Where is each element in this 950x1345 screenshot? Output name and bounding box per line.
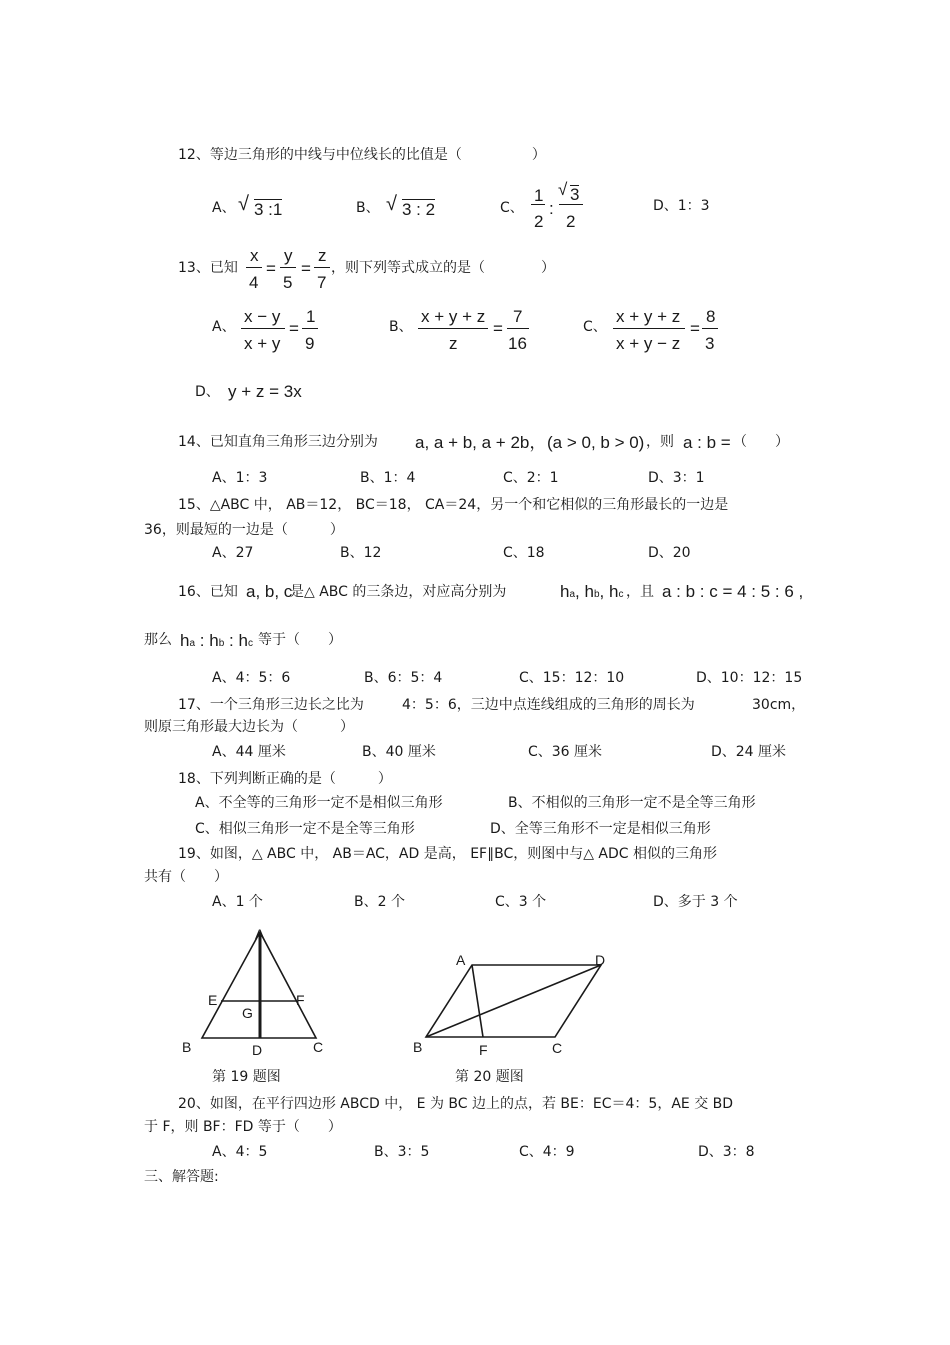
q14-ratio: a : b = xyxy=(683,433,731,452)
q18-option-b: B、不相似的三角形一定不是全等三角形 xyxy=(508,795,756,811)
q12-c-colon: : xyxy=(549,199,554,218)
q13-b-rbar xyxy=(507,328,529,329)
q12-b-radical-icon: √ xyxy=(386,193,397,215)
fig20-label-f: F xyxy=(479,1042,488,1058)
fig19-label-b: B xyxy=(182,1039,192,1055)
q13-prefix: 13、已知 xyxy=(178,260,238,276)
q15-option-b: B、12 xyxy=(340,545,382,561)
q16-h-c: h xyxy=(609,582,619,601)
q20-line2: 于 F，则 BF：FD 等于（ ） xyxy=(144,1119,342,1135)
q13-c-den: x + y − z xyxy=(616,334,681,353)
q17-option-c: C、36 厘米 xyxy=(528,744,603,760)
q12-option-a-expr: 3 :1 xyxy=(254,200,283,219)
q13-option-d-label: D、 xyxy=(195,384,220,400)
q13-option-c-label: C、 xyxy=(583,319,607,335)
q12-c-den2: 2 xyxy=(566,212,576,231)
q13-b-eq: = xyxy=(493,319,503,338)
q16-option-c: C、15：12：10 xyxy=(519,670,625,686)
q16-option-b: B、6：5：4 xyxy=(364,670,443,686)
fig20-label-a: A xyxy=(456,952,466,968)
figure-20-caption: 第 20 题图 xyxy=(455,1069,524,1085)
q13-a-rbar xyxy=(302,328,318,329)
figure-19-caption: 第 19 题图 xyxy=(212,1069,281,1085)
fig19-label-e: E xyxy=(208,992,218,1008)
q16-comma-1: , xyxy=(575,582,580,601)
q15-option-a: A、27 xyxy=(212,545,254,561)
q17-line1b: 4：5：6，三边中点连线组成的三角形的周长为 xyxy=(402,697,695,713)
q13-option-a-label: A、 xyxy=(212,319,236,335)
q13-a-rden: 9 xyxy=(305,334,315,353)
q20-line1: 20、如图，在平行四边形 ABCD 中， E 为 BC 边上的点，若 BE：EC＝4：5，AE 交 BD xyxy=(178,1096,734,1112)
q13-f2-num: y xyxy=(284,246,293,265)
q16-comma-2: , xyxy=(599,582,605,601)
q16-prefix: 16、已知 xyxy=(178,584,238,600)
q13-b-bar xyxy=(418,328,488,329)
q16-heights xyxy=(560,583,623,600)
q16-h-b-sub: b xyxy=(593,589,600,600)
q16-h-a-sub: a xyxy=(569,589,576,600)
q13-f2-bar xyxy=(280,267,296,268)
q16-r-h-a-sub: a xyxy=(189,638,196,649)
q13-suffix: ，则下列等式成立的是（ ） xyxy=(331,260,555,276)
q15-option-d: D、20 xyxy=(648,545,691,561)
q12-option-b-label: B、 xyxy=(356,200,380,216)
q20-option-c: C、4：9 xyxy=(519,1144,575,1160)
q16-ratio: a : b : c = 4 : 5 : 6 , xyxy=(662,582,804,601)
q13-b-rden: 16 xyxy=(508,334,527,353)
q14-condition: (a > 0, b > 0) xyxy=(547,433,645,452)
q16-mid: 是△ ABC 的三条边，对应高分别为 xyxy=(290,584,507,600)
q16-r-h-b: h xyxy=(209,631,219,650)
q12-c-num1: 1 xyxy=(534,186,544,205)
q13-b-den: z xyxy=(449,334,458,353)
q16-height-ratio xyxy=(180,632,253,649)
q13-a-den: x + y xyxy=(244,334,281,353)
q19-line2: 共有（ ） xyxy=(144,869,228,885)
q19-option-a: A、1 个 xyxy=(212,894,263,910)
q13-a-num: x − y xyxy=(244,307,281,326)
q12-option-d: D、1：3 xyxy=(653,198,710,214)
q16-r-h-a: h xyxy=(180,631,190,650)
q19-option-c: C、3 个 xyxy=(495,894,547,910)
q12-a-radical-icon: √ xyxy=(238,193,249,215)
fig19-label-f: F xyxy=(296,992,305,1008)
q13-f3-num: z xyxy=(318,246,327,265)
q12-stem: 12、等边三角形的中线与中位线长的比值是（ ） xyxy=(178,147,546,163)
q13-eq1: = xyxy=(266,259,276,278)
q17-line1c: 30cm， xyxy=(752,697,806,713)
q19-line1: 19、如图，△ ABC 中， AB＝AC，AD 是高， EF∥BC，则图中与△ ADC 相似的三角形 xyxy=(178,846,718,862)
figure-20-parallelogram xyxy=(405,945,625,1060)
q16-r-h-c-sub: c xyxy=(247,638,253,649)
fig20-label-b: B xyxy=(413,1039,423,1055)
q14-option-d: D、3：1 xyxy=(648,470,705,486)
q16-r-h-b-sub: b xyxy=(218,638,225,649)
q17-option-d: D、24 厘米 xyxy=(711,744,787,760)
q12-option-c-label: C、 xyxy=(500,200,524,216)
q14-paren: （ ） xyxy=(733,434,789,450)
q12-c-radical-icon: √ xyxy=(558,180,568,199)
q13-c-rden: 3 xyxy=(705,334,715,353)
figure-19-isosceles-triangle xyxy=(170,918,350,1063)
q17-option-a: A、44 厘米 xyxy=(212,744,286,760)
q16-h-c-sub: c xyxy=(618,589,624,600)
fig19-label-c: C xyxy=(313,1039,324,1055)
q18-stem: 18、下列判断正确的是（ ） xyxy=(178,771,392,787)
q14-option-c: C、2：1 xyxy=(503,470,559,486)
q13-c-num: x + y + z xyxy=(616,307,681,326)
fig19-label-a: A xyxy=(255,926,265,942)
q17-option-b: B、40 厘米 xyxy=(362,744,436,760)
q13-f3-den: 7 xyxy=(317,273,327,292)
q19-option-b: B、2 个 xyxy=(354,894,405,910)
q13-a-rnum: 1 xyxy=(306,307,316,326)
q13-f1-num: x xyxy=(250,246,259,265)
q12-c-fraction-bar-2 xyxy=(559,204,583,205)
q16-r-h-c: h xyxy=(238,631,248,650)
q16-line2-suffix: 等于（ ） xyxy=(258,632,342,648)
q18-option-d: D、全等三角形不一定是相似三角形 xyxy=(490,821,711,837)
q13-f2-den: 5 xyxy=(283,273,293,292)
q13-c-rbar xyxy=(702,328,718,329)
q19-option-d: D、多于 3 个 xyxy=(653,894,738,910)
q13-option-b-label: B、 xyxy=(389,319,413,335)
fig20-label-d: D xyxy=(595,952,606,968)
q13-c-rnum: 8 xyxy=(706,307,716,326)
q13-a-eq: = xyxy=(289,319,299,338)
q13-f1-bar xyxy=(246,267,262,268)
q15-line1: 15、△ABC 中， AB＝12， BC＝18， CA＝24，另一个和它相似的三角形最长的一边是 xyxy=(178,497,729,513)
q13-f3-bar xyxy=(314,267,330,268)
q13-f1-den: 4 xyxy=(249,273,259,292)
q13-c-eq: = xyxy=(690,319,700,338)
q15-option-c: C、18 xyxy=(503,545,545,561)
q17-line2: 则原三角形最大边长为（ ） xyxy=(144,719,354,735)
q16-and: ，且 xyxy=(626,584,654,600)
q14-suffix: ，则 xyxy=(646,434,674,450)
q16-h-b: h xyxy=(584,582,594,601)
q20-option-a: A、4：5 xyxy=(212,1144,268,1160)
q13-eq2: = xyxy=(301,259,311,278)
q13-a-bar xyxy=(241,328,285,329)
fig19-label-g: G xyxy=(242,1005,253,1021)
q13-b-rnum: 7 xyxy=(513,307,523,326)
q18-option-a: A、不全等的三角形一定不是相似三角形 xyxy=(195,795,443,811)
q20-option-b: B、3：5 xyxy=(374,1144,430,1160)
q13-b-num: x + y + z xyxy=(421,307,486,326)
q16-r-colon-2: : xyxy=(229,631,234,650)
segment-ae xyxy=(472,965,483,1037)
q12-c-num2: 3 xyxy=(570,185,580,204)
fig19-label-d: D xyxy=(252,1042,263,1058)
q12-option-b-expr: 3 : 2 xyxy=(402,200,436,219)
q20-option-d: D、3：8 xyxy=(698,1144,755,1160)
q12-c-fraction-bar-1 xyxy=(531,204,545,205)
q16-line2-prefix: 那么 xyxy=(144,632,172,648)
diagonal-bd xyxy=(426,965,601,1037)
fig20-label-c: C xyxy=(552,1040,563,1056)
q12-option-a-label: A、 xyxy=(212,200,236,216)
q18-option-c: C、相似三角形一定不是全等三角形 xyxy=(195,821,415,837)
q12-c-den1: 2 xyxy=(534,212,544,231)
q14-option-a: A、1：3 xyxy=(212,470,268,486)
q16-r-colon-1: : xyxy=(199,631,205,650)
q13-c-bar xyxy=(613,328,685,329)
q15-line2: 36，则最短的一边是（ ） xyxy=(144,522,344,538)
q14-option-b: B、1：4 xyxy=(360,470,416,486)
q16-h-a: h xyxy=(560,582,570,601)
q17-line1a: 17、一个三角形三边长之比为 xyxy=(178,697,364,713)
q14-prefix: 14、已知直角三角形三边分别为 xyxy=(178,434,378,450)
q16-option-a: A、4：5：6 xyxy=(212,670,291,686)
q16-abc: a, b, c xyxy=(246,582,293,601)
q13-option-d-expr: y + z = 3x xyxy=(228,382,302,401)
q14-sides-expr: a, a + b, a + 2b， xyxy=(415,433,547,452)
section-heading-answers: 三、解答题: xyxy=(144,1169,219,1185)
q16-option-d: D、10：12：15 xyxy=(696,670,803,686)
